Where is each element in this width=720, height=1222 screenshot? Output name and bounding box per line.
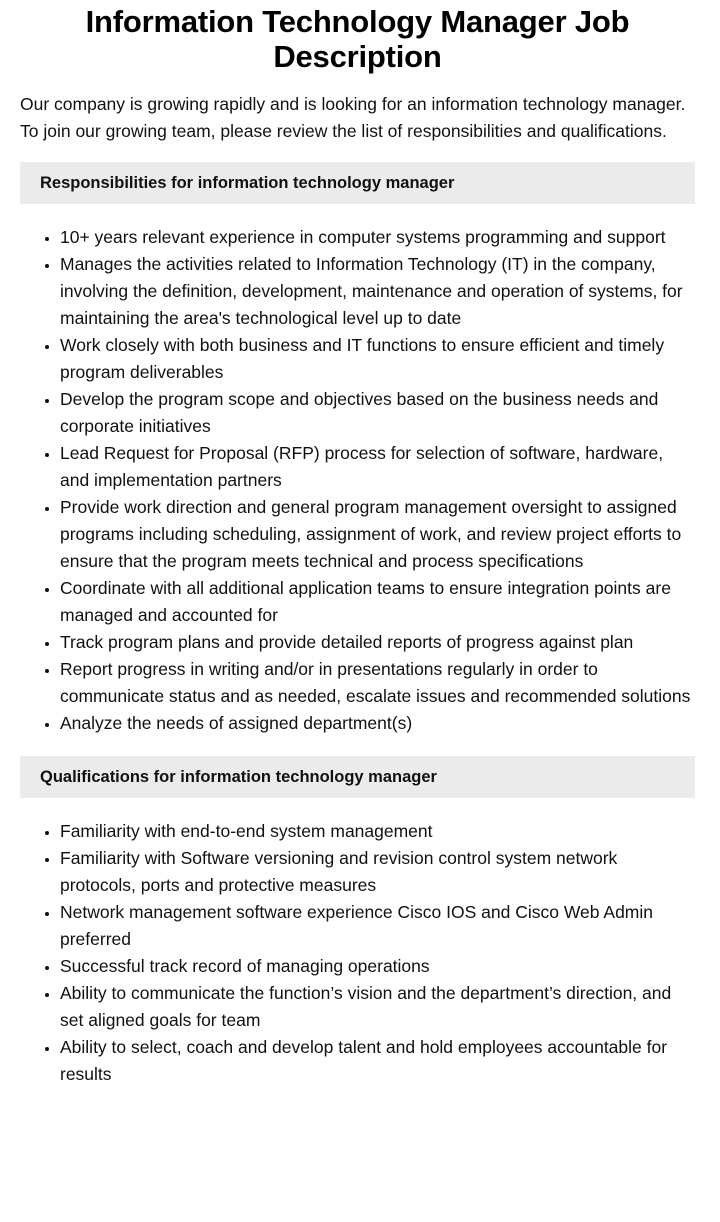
qualifications-header [20,756,695,798]
list-item: • Familiarity with Software versioning and revision control system network protocols, ports and protective measures [60,845,695,899]
list-item: • Work closely with both business and IT functions to ensure efficient and timely program deliverables [60,332,695,386]
list-item: • Ability to communicate the function’s vision and the department’s direction, and set aligned goals for team [60,980,695,1034]
list-item: • Familiarity with end-to-end system management [60,818,695,845]
list-item: • Analyze the needs of assigned department(s) [60,710,695,737]
list-item: • Manages the activities related to Information Technology (IT) in the company, involving the definition, development, maintenance and operation of systems, for maintaining the area's technological level up to date [60,251,695,332]
responsibilities-list [20,224,695,737]
list-item: • Track program plans and provide detailed reports of progress against plan [60,629,695,656]
list-item: • Ability to select, coach and develop talent and hold employees accountable for results [60,1034,695,1088]
responsibilities-header [20,162,695,204]
responsibilities-heading: Responsibilities for information technology manager [40,173,455,192]
list-item: • Network management software experience Cisco IOS and Cisco Web Admin preferred [60,899,695,953]
list-item: • Coordinate with all additional application teams to ensure integration points are managed and accounted for [60,575,695,629]
qualifications-heading: Qualifications for information technology manager [40,767,437,786]
list-item: • Successful track record of managing operations [60,953,695,980]
qualifications-list [20,818,695,1088]
intro-paragraph: Our company is growing rapidly and is looking for an information technology manager. To join our growing team, please review the list of responsibilities and qualifications. [20,94,686,141]
list-item: • Develop the program scope and objectives based on the business needs and corporate initiatives [60,386,695,440]
list-item: • Provide work direction and general program management oversight to assigned programs including scheduling, assignment of work, and review project efforts to ensure that the program meets technical and process specifications [60,494,695,575]
list-item: • Report progress in writing and/or in presentations regularly in order to communicate status and as needed, escalate issues and recommended solutions [60,656,695,710]
list-item: • 10+ years relevant experience in computer systems programming and support [60,224,695,251]
page-title: Information Technology Manager Job Description [85,4,630,74]
list-item: • Lead Request for Proposal (RFP) process for selection of software, hardware, and implementation partners [60,440,695,494]
